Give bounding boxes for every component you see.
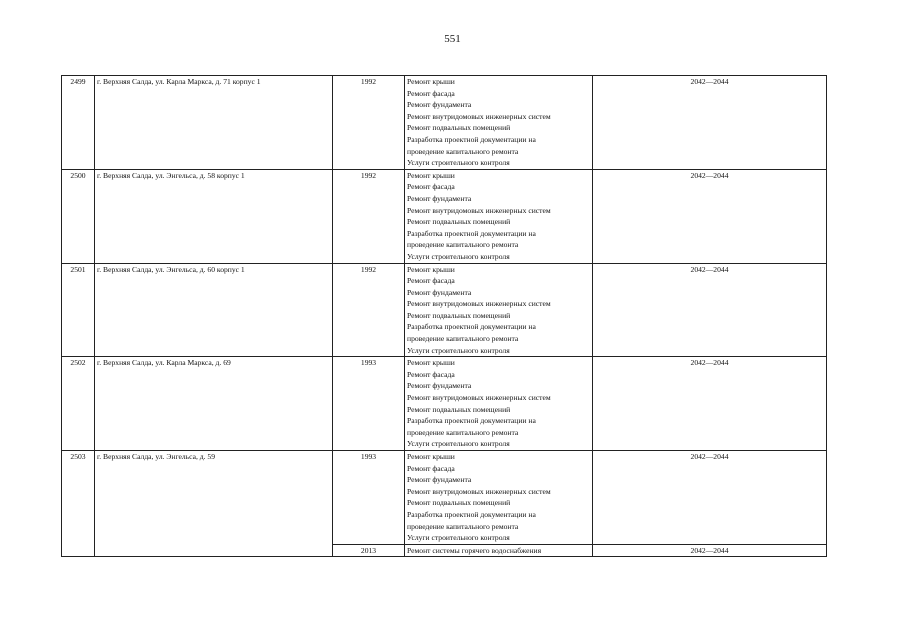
row-year: 1992: [333, 263, 405, 357]
row-year: 1993: [333, 357, 405, 451]
row-number: 2499: [62, 76, 95, 170]
row-address: г. Верхняя Салда, ул. Карла Маркса, д. 71 корпус 1: [95, 76, 333, 170]
work-item: Услуги строительного контроля: [407, 251, 510, 261]
work-item: Разработка проектной документации на: [407, 322, 536, 332]
row-works: [405, 451, 593, 545]
row-period: 2042—2044: [593, 169, 827, 263]
row-address: г. Верхняя Салда, ул. Энгельса, д. 58 корпус 1: [95, 169, 333, 263]
work-item: Ремонт фундамента: [407, 381, 472, 391]
work-item: Ремонт подвальных помещений: [407, 310, 511, 320]
row-year: 1992: [333, 76, 405, 170]
work-item: Ремонт фасада: [407, 182, 455, 192]
work-item: Ремонт крыши: [407, 358, 455, 368]
row-period: 2042—2044: [593, 263, 827, 357]
work-item: Ремонт подвальных помещений: [407, 217, 511, 227]
row-number: 2503: [62, 451, 95, 557]
work-item: Ремонт крыши: [407, 170, 455, 180]
work-item: Ремонт внутридомовых инженерных систем: [407, 111, 551, 121]
work-item: Ремонт фасада: [407, 463, 455, 473]
work-item: Ремонт крыши: [407, 264, 455, 274]
work-item: Ремонт подвальных помещений: [407, 123, 511, 133]
work-item: Услуги строительного контроля: [407, 158, 510, 168]
work-item: Ремонт внутридомовых инженерных систем: [407, 393, 551, 403]
row-period: 2042—2044: [593, 357, 827, 451]
work-item: Ремонт внутридомовых инженерных систем: [407, 486, 551, 496]
work-item: Ремонт крыши: [407, 77, 455, 86]
row-year: 1993: [333, 451, 405, 545]
table-row: [62, 76, 827, 170]
row-address: г. Верхняя Салда, ул. Карла Маркса, д. 69: [95, 357, 333, 451]
work-item: Ремонт подвальных помещений: [407, 404, 511, 414]
page-number: 551: [444, 33, 461, 45]
row-period: 2042—2044: [593, 76, 827, 170]
work-item: Ремонт фасада: [407, 369, 455, 379]
row-address: г. Верхняя Салда, ул. Энгельса, д. 60 корпус 1: [95, 263, 333, 357]
row-works: [405, 544, 593, 557]
row-number: 2501: [62, 263, 95, 357]
work-item: проведение капитального ремонта: [407, 521, 519, 531]
table-row: [62, 451, 827, 545]
work-item: Разработка проектной документации на: [407, 228, 536, 238]
work-item: Услуги строительного контроля: [407, 345, 510, 355]
row-number: 2502: [62, 357, 95, 451]
work-item: Ремонт фундамента: [407, 475, 472, 485]
work-item: Ремонт системы горячего водоснабжения: [407, 545, 542, 555]
work-item: проведение капитального ремонта: [407, 427, 519, 437]
row-works: [405, 263, 593, 357]
work-item: проведение капитального ремонта: [407, 334, 519, 344]
work-item: Ремонт фундамента: [407, 193, 472, 203]
row-works: [405, 169, 593, 263]
row-year: 2013: [333, 544, 405, 557]
table-row: [62, 263, 827, 357]
work-item: Ремонт внутридомовых инженерных систем: [407, 205, 551, 215]
work-item: Ремонт крыши: [407, 452, 455, 461]
work-item: Ремонт фундамента: [407, 100, 472, 110]
work-item: Услуги строительного контроля: [407, 439, 510, 449]
table-row: [62, 357, 827, 451]
row-works: [405, 76, 593, 170]
row-address: г. Верхняя Салда, ул. Энгельса, д. 59: [95, 451, 333, 557]
work-item: Ремонт фасада: [407, 276, 455, 286]
row-period: 2042—2044: [593, 544, 827, 557]
work-item: Ремонт внутридомовых инженерных систем: [407, 299, 551, 309]
work-item: проведение капитального ремонта: [407, 240, 519, 250]
row-works: [405, 357, 593, 451]
work-item: Ремонт подвальных помещений: [407, 498, 511, 508]
work-item: Разработка проектной документации на: [407, 509, 536, 519]
row-period: 2042—2044: [593, 451, 827, 545]
row-number: 2500: [62, 169, 95, 263]
work-item: Услуги строительного контроля: [407, 533, 510, 543]
work-item: Ремонт фасада: [407, 88, 455, 98]
row-year: 1992: [333, 169, 405, 263]
repair-schedule-table: [61, 75, 827, 557]
work-item: Ремонт фундамента: [407, 287, 472, 297]
work-item: Разработка проектной документации на: [407, 416, 536, 426]
work-item: Разработка проектной документации на: [407, 134, 536, 144]
work-item: проведение капитального ремонта: [407, 146, 519, 156]
table-row: [62, 169, 827, 263]
